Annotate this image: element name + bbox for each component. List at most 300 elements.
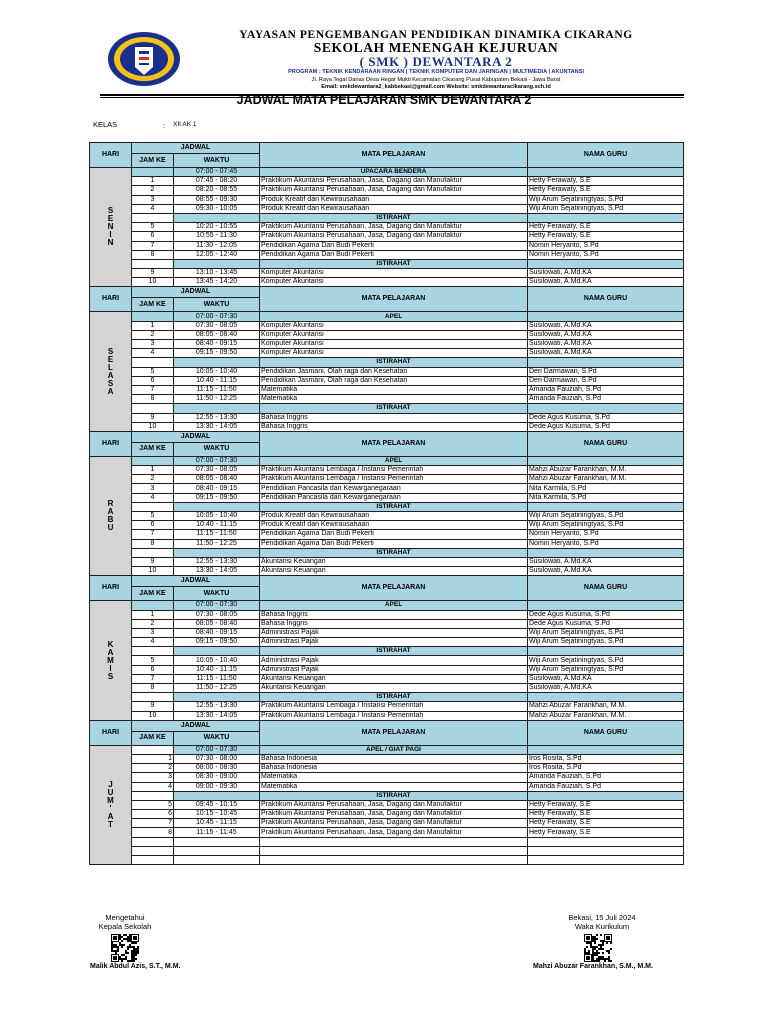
table-row: [90, 782, 684, 791]
jam-ke-cell: 9: [132, 413, 174, 422]
subject-cell: Praktikum Akuntansi Lembaga / Instansi Pemerintah: [260, 702, 528, 711]
header-waktu: WAKTU: [174, 731, 260, 745]
jam-ke-cell: 7: [132, 530, 174, 539]
class-value: XII AK 1: [173, 121, 197, 128]
waktu-cell: 10:05 - 10:40: [174, 367, 260, 376]
jam-ke-cell: 10: [132, 422, 174, 431]
subject-cell: Pendidikan Agama Dan Budi Pekerti: [260, 241, 528, 250]
teacher-cell: Hetty Ferawaty, S.E: [528, 810, 684, 819]
class-info: [93, 120, 197, 130]
waktu-cell: 13:30 - 14:05: [174, 711, 260, 720]
teacher-cell: [528, 846, 684, 855]
teacher-cell: Nomin Heryanto, S.Pd: [528, 250, 684, 259]
jam-ke-cell: [132, 647, 174, 656]
signature-right: [555, 913, 649, 931]
document-title: JADWAL MATA PELAJARAN SMK DEWANTARA 2: [236, 93, 532, 107]
table-row: [90, 539, 684, 548]
jam-ke-cell: 3: [132, 773, 174, 782]
table-row: [90, 754, 684, 763]
teacher-cell: [528, 601, 684, 610]
waktu-cell: 08:40 - 09:15: [174, 484, 260, 493]
subject-cell: Praktikum Akuntansi Perusahaan, Jasa, Dagang dan Manufaktur: [260, 177, 528, 186]
subject-cell: Praktikum Akuntansi Perusahaan, Jasa, Dagang dan Manufaktur: [260, 223, 528, 232]
subject-cell: [260, 846, 528, 855]
waktu-cell: [174, 213, 260, 222]
table-row: [90, 422, 684, 431]
teacher-cell: Wiji Arum Sejatiningtyas, S.Pd: [528, 656, 684, 665]
jam-ke-cell: 6: [132, 810, 174, 819]
waktu-cell: 07:00 - 07:30: [174, 745, 260, 754]
teacher-cell: [528, 312, 684, 321]
table-row: [90, 828, 684, 837]
school-contact: Email: smkdewantara2_kabbekasi@gmail.com Website: smkdewantaracikarang.sch.id: [321, 84, 551, 90]
jam-ke-cell: [132, 601, 174, 610]
table-row: [90, 773, 684, 782]
teacher-cell: Wiji Arum Sejatiningtyas, S.Pd: [528, 665, 684, 674]
subject-cell: Produk Kreatif dan Kewirausahaan: [260, 521, 528, 530]
waktu-cell: 07:30 - 08:00: [174, 754, 260, 763]
waktu-cell: 10:40 - 11:15: [174, 376, 260, 385]
waktu-cell: 07:45 - 08:20: [174, 177, 260, 186]
jam-ke-cell: 5: [132, 800, 174, 809]
teacher-cell: Mahzi Abuzar Farankhan, M.M.: [528, 702, 684, 711]
waktu-cell: [174, 548, 260, 557]
table-row: [90, 413, 684, 422]
teacher-cell: Nita Karmila, S.Pd: [528, 484, 684, 493]
table-row: [90, 610, 684, 619]
school-address: Jl. Raya Tegal Danas Desa Hegar Mukti Kecamatan Cikarang Pusat Kabupaten Bekasi - Jawa Barat: [311, 77, 561, 83]
table-row: [90, 223, 684, 232]
waktu-cell: 10:05 - 10:40: [174, 656, 260, 665]
jam-ke-cell: 2: [132, 186, 174, 195]
waktu-cell: 07:30 - 08:05: [174, 321, 260, 330]
teacher-cell: Nomin Heryanto, S.Pd: [528, 241, 684, 250]
waktu-cell: 08:40 - 09:15: [174, 340, 260, 349]
teacher-cell: [528, 837, 684, 846]
subject-cell: ISTIRAHAT: [260, 502, 528, 511]
jam-ke-cell: 10: [132, 278, 174, 287]
header-jam-ke: JAM KE: [132, 587, 174, 601]
waktu-cell: 07:00 - 07:30: [174, 456, 260, 465]
header-waktu: WAKTU: [174, 587, 260, 601]
waktu-cell: [174, 647, 260, 656]
table-row: [90, 684, 684, 693]
table-row: [90, 764, 684, 773]
header-hari: HARI: [90, 576, 132, 601]
table-row: [90, 186, 684, 195]
teacher-cell: Susilowati, A.Md.KA: [528, 557, 684, 566]
header-nama-guru: NAMA GURU: [528, 287, 684, 312]
teacher-cell: Mahzi Abuzar Farankhan, M.M.: [528, 711, 684, 720]
jam-ke-cell: [132, 502, 174, 511]
table-row: [90, 349, 684, 358]
header-nama-guru: NAMA GURU: [528, 576, 684, 601]
table-row: [90, 330, 684, 339]
waktu-cell: 07:00 - 07:30: [174, 601, 260, 610]
jam-ke-cell: 1: [132, 466, 174, 475]
jam-ke-cell: 6: [132, 376, 174, 385]
table-row: [90, 213, 684, 222]
teacher-cell: Susilowati, A.Md.KA: [528, 684, 684, 693]
teacher-cell: Hetty Ferawaty, S.E: [528, 819, 684, 828]
table-row: [90, 711, 684, 720]
teacher-cell: Wiji Arum Sejatiningtyas, S.Pd: [528, 628, 684, 637]
waktu-cell: 10:05 - 10:40: [174, 512, 260, 521]
teacher-cell: [528, 856, 684, 865]
table-row: [90, 395, 684, 404]
jam-ke-cell: 7: [132, 819, 174, 828]
jam-ke-cell: 10: [132, 567, 174, 576]
jam-ke-cell: 5: [132, 656, 174, 665]
teacher-cell: [528, 358, 684, 367]
jam-ke-cell: 2: [132, 764, 174, 773]
day-label: J U M ' A T: [90, 745, 132, 864]
table-header-row: [90, 287, 684, 298]
table-row: [90, 404, 684, 413]
letterhead: [100, 28, 684, 96]
jam-ke-cell: 1: [132, 321, 174, 330]
day-label: S E N I N: [90, 168, 132, 287]
teacher-cell: Amanda Fauziah, S.Pd: [528, 385, 684, 394]
teacher-cell: Susilowati, A.Md.KA: [528, 674, 684, 683]
teacher-cell: Hetty Ferawaty, S.E: [528, 800, 684, 809]
header-waktu: WAKTU: [174, 154, 260, 168]
subject-cell: Komputer Akuntansi: [260, 269, 528, 278]
teacher-cell: Iros Rosita, S.Pd: [528, 764, 684, 773]
subject-cell: Matematika: [260, 395, 528, 404]
subject-cell: Praktikum Akuntansi Perusahaan, Jasa, Dagang dan Manufaktur: [260, 810, 528, 819]
table-header-row: [90, 576, 684, 587]
subject-cell: Praktikum Akuntansi Lembaga / Instansi Pemerintah: [260, 466, 528, 475]
qr-code-icon: [111, 934, 139, 962]
subject-cell: Praktikum Akuntansi Perusahaan, Jasa, Dagang dan Manufaktur: [260, 186, 528, 195]
waktu-cell: 10:45 - 11:15: [174, 819, 260, 828]
subject-cell: Praktikum Akuntansi Lembaga / Instansi Pemerintah: [260, 711, 528, 720]
teacher-cell: Hetty Ferawaty, S.E: [528, 186, 684, 195]
waktu-cell: 07:00 - 07:45: [174, 168, 260, 177]
table-row: [90, 358, 684, 367]
curriculum-head-name: Mahzi Abuzar Farankhan, S.M., M.M.: [533, 963, 653, 970]
subject-cell: Bahasa Inggris: [260, 422, 528, 431]
waktu-cell: 09:15 - 09:50: [174, 638, 260, 647]
jam-ke-cell: 3: [132, 195, 174, 204]
jam-ke-cell: 10: [132, 711, 174, 720]
subject-cell: Praktikum Akuntansi Lembaga / Instansi Pemerintah: [260, 475, 528, 484]
subject-cell: Akuntansi Keuangan: [260, 674, 528, 683]
subject-cell: Komputer Akuntansi: [260, 278, 528, 287]
jam-ke-cell: [132, 259, 174, 268]
jam-ke-cell: 8: [132, 539, 174, 548]
teacher-cell: [528, 259, 684, 268]
header-jam-ke: JAM KE: [132, 442, 174, 456]
waktu-cell: 08:20 - 08:55: [174, 186, 260, 195]
waktu-cell: 10:20 - 10:55: [174, 223, 260, 232]
waktu-cell: 13:30 - 14:05: [174, 422, 260, 431]
header-hari: HARI: [90, 431, 132, 456]
teacher-cell: Dede Agus Kusuma, S.Pd: [528, 422, 684, 431]
waktu-cell: 10:55 - 11:30: [174, 232, 260, 241]
waktu-cell: [174, 259, 260, 268]
teacher-cell: Amanda Fauziah, S.Pd: [528, 773, 684, 782]
teacher-cell: Susilowati, A.Md.KA: [528, 330, 684, 339]
table-header-row: [90, 143, 684, 154]
teacher-cell: Dede Agus Kusuma, S.Pd: [528, 610, 684, 619]
subject-cell: APEL / GIAT PAGI: [260, 745, 528, 754]
table-row: [90, 656, 684, 665]
header-jadwal: JADWAL: [132, 576, 260, 587]
table-row: [90, 195, 684, 204]
table-row: [90, 702, 684, 711]
header-jadwal: JADWAL: [132, 431, 260, 442]
teacher-cell: Mahzi Abuzar Farankhan, M.M.: [528, 475, 684, 484]
jam-ke-cell: 6: [132, 521, 174, 530]
header-jam-ke: JAM KE: [132, 154, 174, 168]
subject-cell: Administrasi Pajak: [260, 665, 528, 674]
header-jam-ke: JAM KE: [132, 731, 174, 745]
day-label: R A B U: [90, 456, 132, 575]
subject-cell: Pendidikan Agama Dan Budi Pekerti: [260, 539, 528, 548]
subject-cell: Bahasa Inggris: [260, 610, 528, 619]
subject-cell: Praktikum Akuntansi Perusahaan, Jasa, Dagang dan Manufaktur: [260, 819, 528, 828]
waktu-cell: [174, 404, 260, 413]
header-hari: HARI: [90, 287, 132, 312]
subject-cell: Praktikum Akuntansi Perusahaan, Jasa, Dagang dan Manufaktur: [260, 828, 528, 837]
teacher-cell: Dede Agus Kusuma, S.Pd: [528, 413, 684, 422]
waktu-cell: 08:30 - 09:00: [174, 773, 260, 782]
table-row: [90, 250, 684, 259]
subject-cell: Matematika: [260, 782, 528, 791]
header-nama-guru: NAMA GURU: [528, 143, 684, 168]
waktu-cell: 09:15 - 09:50: [174, 349, 260, 358]
waktu-cell: 08:40 - 09:15: [174, 628, 260, 637]
table-row: [90, 647, 684, 656]
waktu-cell: 11:15 - 11:50: [174, 530, 260, 539]
table-row: [90, 837, 684, 846]
teacher-cell: [528, 693, 684, 702]
jam-ke-cell: [132, 548, 174, 557]
subject-cell: Akuntansi Keuangan: [260, 557, 528, 566]
subject-cell: ISTIRAHAT: [260, 213, 528, 222]
jam-ke-cell: 2: [132, 330, 174, 339]
waktu-cell: [174, 693, 260, 702]
table-row: [90, 693, 684, 702]
table-row: [90, 321, 684, 330]
jam-ke-cell: 3: [132, 628, 174, 637]
teacher-cell: [528, 791, 684, 800]
jam-ke-cell: 6: [132, 232, 174, 241]
table-row: [90, 168, 684, 177]
subject-cell: Akuntansi Keuangan: [260, 567, 528, 576]
teacher-cell: Hetty Ferawaty, S.E: [528, 232, 684, 241]
waktu-cell: 11:15 - 11:50: [174, 674, 260, 683]
jam-ke-cell: [132, 456, 174, 465]
subject-cell: APEL: [260, 601, 528, 610]
teacher-cell: Wiji Arum Sejatiningtyas, S.Pd: [528, 512, 684, 521]
subject-cell: Produk Kreatif dan Kewirausahaan: [260, 195, 528, 204]
waktu-cell: 08:00 - 08:30: [174, 764, 260, 773]
table-header-row: [90, 431, 684, 442]
subject-cell: ISTIRAHAT: [260, 647, 528, 656]
class-separator: :: [163, 121, 166, 130]
subject-cell: ISTIRAHAT: [260, 548, 528, 557]
waktu-cell: [174, 502, 260, 511]
subject-cell: Bahasa Indonesia: [260, 764, 528, 773]
header-hari: HARI: [90, 720, 132, 745]
table-row: [90, 259, 684, 268]
table-row: [90, 204, 684, 213]
acknowledge-label: Mengetahui: [105, 913, 145, 922]
subject-cell: APEL: [260, 312, 528, 321]
waktu-cell: 11:15 - 11:50: [174, 385, 260, 394]
teacher-cell: [528, 745, 684, 754]
schedule-body: [90, 143, 684, 865]
day-label: S E L A S A: [90, 312, 132, 431]
waktu-cell: 12:55 - 13:30: [174, 557, 260, 566]
header-nama-guru: NAMA GURU: [528, 720, 684, 745]
jam-ke-cell: 9: [132, 702, 174, 711]
jam-ke-cell: [132, 213, 174, 222]
teacher-cell: Susilowati, A.Md.KA: [528, 340, 684, 349]
table-row: [90, 601, 684, 610]
school-type: SEKOLAH MENENGAH KEJURUAN: [313, 40, 559, 55]
waktu-cell: 11:30 - 12:05: [174, 241, 260, 250]
jam-ke-cell: 3: [132, 340, 174, 349]
teacher-cell: [528, 213, 684, 222]
subject-cell: ISTIRAHAT: [260, 791, 528, 800]
table-row: [90, 376, 684, 385]
teacher-cell: [528, 404, 684, 413]
header-jadwal: JADWAL: [132, 143, 260, 154]
waktu-cell: 07:30 - 08:05: [174, 466, 260, 475]
waktu-cell: 09:00 - 09:30: [174, 782, 260, 791]
jam-ke-cell: 9: [132, 269, 174, 278]
jam-ke-cell: [132, 312, 174, 321]
subject-cell: Administrasi Pajak: [260, 656, 528, 665]
header-jam-ke: JAM KE: [132, 298, 174, 312]
jam-ke-cell: [132, 358, 174, 367]
subject-cell: ISTIRAHAT: [260, 693, 528, 702]
table-row: [90, 800, 684, 809]
schedule-table: [89, 142, 684, 865]
subject-cell: Komputer Akuntansi: [260, 340, 528, 349]
teacher-cell: Amanda Fauziah, S.Pd: [528, 395, 684, 404]
subject-cell: Bahasa Indonesia: [260, 754, 528, 763]
jam-ke-cell: [132, 846, 174, 855]
teacher-cell: Deri Darmawan, S.Pd: [528, 376, 684, 385]
table-row: [90, 619, 684, 628]
waktu-cell: 08:05 - 08:40: [174, 330, 260, 339]
table-row: [90, 628, 684, 637]
header-nama-guru: NAMA GURU: [528, 431, 684, 456]
jam-ke-cell: 5: [132, 367, 174, 376]
jam-ke-cell: 7: [132, 241, 174, 250]
signature-left: [93, 913, 157, 931]
waktu-cell: [174, 358, 260, 367]
header-mata-pelajaran: MATA PELAJARAN: [260, 287, 528, 312]
teacher-cell: Hetty Ferawaty, S.E: [528, 828, 684, 837]
jam-ke-cell: 8: [132, 395, 174, 404]
jam-ke-cell: 3: [132, 484, 174, 493]
teacher-cell: Susilowati, A.Md.KA: [528, 349, 684, 358]
teacher-cell: Mahzi Abuzar Farankhan, M.M.: [528, 466, 684, 475]
subject-cell: UPACARA BENDERA: [260, 168, 528, 177]
table-row: [90, 385, 684, 394]
table-row: [90, 484, 684, 493]
teacher-cell: Hetty Ferawaty, S.E: [528, 177, 684, 186]
jam-ke-cell: 7: [132, 674, 174, 683]
waktu-cell: 09:30 - 10:05: [174, 204, 260, 213]
waktu-cell: [174, 837, 260, 846]
waktu-cell: 11:50 - 12:25: [174, 539, 260, 548]
subject-cell: Pendidikan Agama Dan Budi Pekerti: [260, 250, 528, 259]
jam-ke-cell: 8: [132, 828, 174, 837]
teacher-cell: [528, 168, 684, 177]
foundation-name: YAYASAN PENGEMBANGAN PENDIDIKAN DINAMIKA CIKARANG: [239, 29, 633, 41]
teacher-cell: Susilowati, A.Md.KA: [528, 321, 684, 330]
teacher-cell: [528, 456, 684, 465]
waktu-cell: 08:05 - 08:40: [174, 475, 260, 484]
principal-title: Kepala Sekolah: [98, 922, 152, 931]
teacher-cell: Susilowati, A.Md.KA: [528, 269, 684, 278]
teacher-cell: Deri Darmawan, S.Pd: [528, 367, 684, 376]
teacher-cell: Dede Agus Kusuma, S.Pd: [528, 619, 684, 628]
table-row: [90, 638, 684, 647]
table-header-row: [90, 720, 684, 731]
jam-ke-cell: 5: [132, 512, 174, 521]
jam-ke-cell: 7: [132, 385, 174, 394]
subject-cell: Akuntansi Keuangan: [260, 684, 528, 693]
table-row: [90, 177, 684, 186]
teacher-cell: [528, 548, 684, 557]
waktu-cell: 07:00 - 07:30: [174, 312, 260, 321]
subject-cell: Matematika: [260, 385, 528, 394]
subject-cell: Pendidikan Pancasila dan Kewarganegaraan: [260, 493, 528, 502]
table-row: [90, 548, 684, 557]
school-programs: PROGRAM : TEKNIK KENDARAAN RINGAN | TEKNIK KOMPUTER DAN JARINGAN | MULTIMEDIA | AKUNTANSI: [288, 69, 584, 75]
waktu-cell: 10:40 - 11:15: [174, 521, 260, 530]
jam-ke-cell: 4: [132, 204, 174, 213]
jam-ke-cell: 1: [132, 754, 174, 763]
table-row: [90, 665, 684, 674]
subject-cell: [260, 856, 528, 865]
header-jadwal: JADWAL: [132, 720, 260, 731]
subject-cell: Pendidikan Jasmani, Olah raga dan Kesehatan: [260, 367, 528, 376]
table-row: [90, 278, 684, 287]
teacher-cell: Hetty Ferawaty, S.E: [528, 223, 684, 232]
subject-cell: Matematika: [260, 773, 528, 782]
table-row: [90, 512, 684, 521]
jam-ke-cell: [132, 168, 174, 177]
teacher-cell: Wiji Arum Sejatiningtyas, S.Pd: [528, 638, 684, 647]
table-row: [90, 530, 684, 539]
table-row: [90, 502, 684, 511]
table-row: [90, 340, 684, 349]
jam-ke-cell: [132, 404, 174, 413]
subject-cell: ISTIRAHAT: [260, 358, 528, 367]
waktu-cell: 11:50 - 12:25: [174, 395, 260, 404]
principal-name: Malik Abdul Azis, S.T., M.M.: [90, 963, 181, 970]
waktu-cell: [174, 856, 260, 865]
teacher-cell: Wiji Arum Sejatiningtyas, S.Pd: [528, 195, 684, 204]
waktu-cell: 08:55 - 09:30: [174, 195, 260, 204]
signature-date: Bekasi, 15 Juli 2024: [568, 913, 636, 922]
subject-cell: Produk Kreatif dan Kewirausahaan: [260, 204, 528, 213]
table-row: [90, 819, 684, 828]
waktu-cell: [174, 791, 260, 800]
table-row: [90, 745, 684, 754]
waktu-cell: 09:45 - 10:15: [174, 800, 260, 809]
table-row: [90, 674, 684, 683]
